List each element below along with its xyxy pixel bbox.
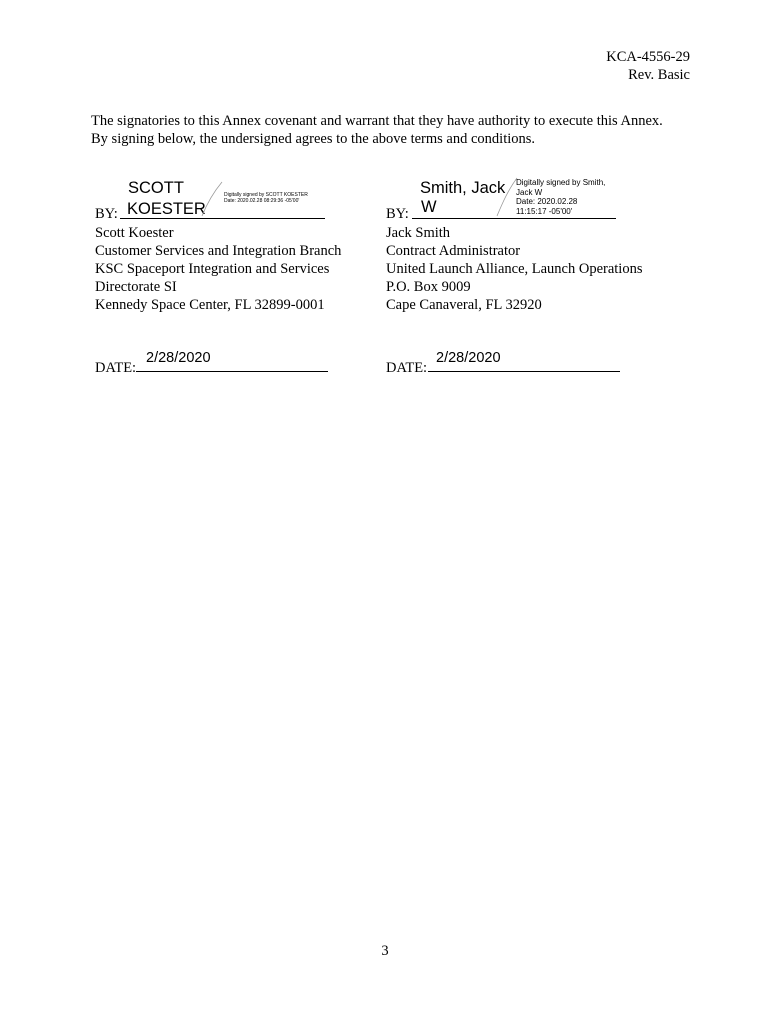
page-number: 3: [381, 943, 389, 959]
left-signatory-org: KSC Spaceport Integration and Services: [95, 261, 330, 277]
right-date-line: [428, 371, 620, 372]
left-date-value: 2/28/2020: [146, 350, 211, 366]
right-signature-name-line2: W: [421, 198, 437, 216]
left-signature-name-line1: SCOTT: [128, 179, 184, 197]
right-signatory-block: [386, 224, 642, 314]
right-signature-name-line1: Smith, Jack: [420, 179, 506, 197]
right-by-label: BY:: [386, 206, 409, 222]
right-date-label: DATE:: [386, 360, 428, 376]
left-by-label: BY:: [95, 206, 118, 222]
left-signatory-division: Directorate SI: [95, 279, 177, 295]
right-signature-note: Digitally signed by Smith, Jack W Date: 2020.02.28 11:15:17 -05'00': [516, 178, 606, 216]
document-number: KCA-4556-29: [606, 49, 690, 65]
document-header: [606, 48, 690, 84]
left-date-line: [136, 371, 328, 372]
left-signatory-title: Customer Services and Integration Branch: [95, 243, 342, 259]
left-signatory-address: Kennedy Space Center, FL 32899-0001: [95, 297, 325, 313]
left-date-label: DATE:: [95, 360, 137, 376]
intro-paragraph: The signatories to this Annex covenant and warrant that they have authority to execute this Annex. By signing below, the undersigned agrees to the above terms and conditions.: [91, 113, 663, 147]
left-signature-name-line2: KOESTER: [127, 200, 206, 218]
left-signatory-block: [95, 224, 341, 314]
left-signature-flourish-icon: [198, 180, 226, 218]
right-date-value: 2/28/2020: [436, 350, 501, 366]
right-signatory-org: United Launch Alliance, Launch Operations: [386, 261, 643, 277]
right-signatory-po-box: P.O. Box 9009: [386, 279, 471, 295]
left-signature-note: Digitally signed by SCOTT KOESTER Date: 2020.02.28 08:29:36 -05'00': [224, 192, 308, 204]
right-signature-line: [412, 218, 616, 219]
left-signatory-name: Scott Koester: [95, 225, 174, 241]
right-signatory-address: Cape Canaveral, FL 32920: [386, 297, 542, 313]
revision-label: Rev. Basic: [628, 67, 690, 83]
right-signatory-name: Jack Smith: [386, 225, 451, 241]
left-signature-line: [120, 218, 325, 219]
right-signatory-title: Contract Administrator: [386, 243, 521, 259]
